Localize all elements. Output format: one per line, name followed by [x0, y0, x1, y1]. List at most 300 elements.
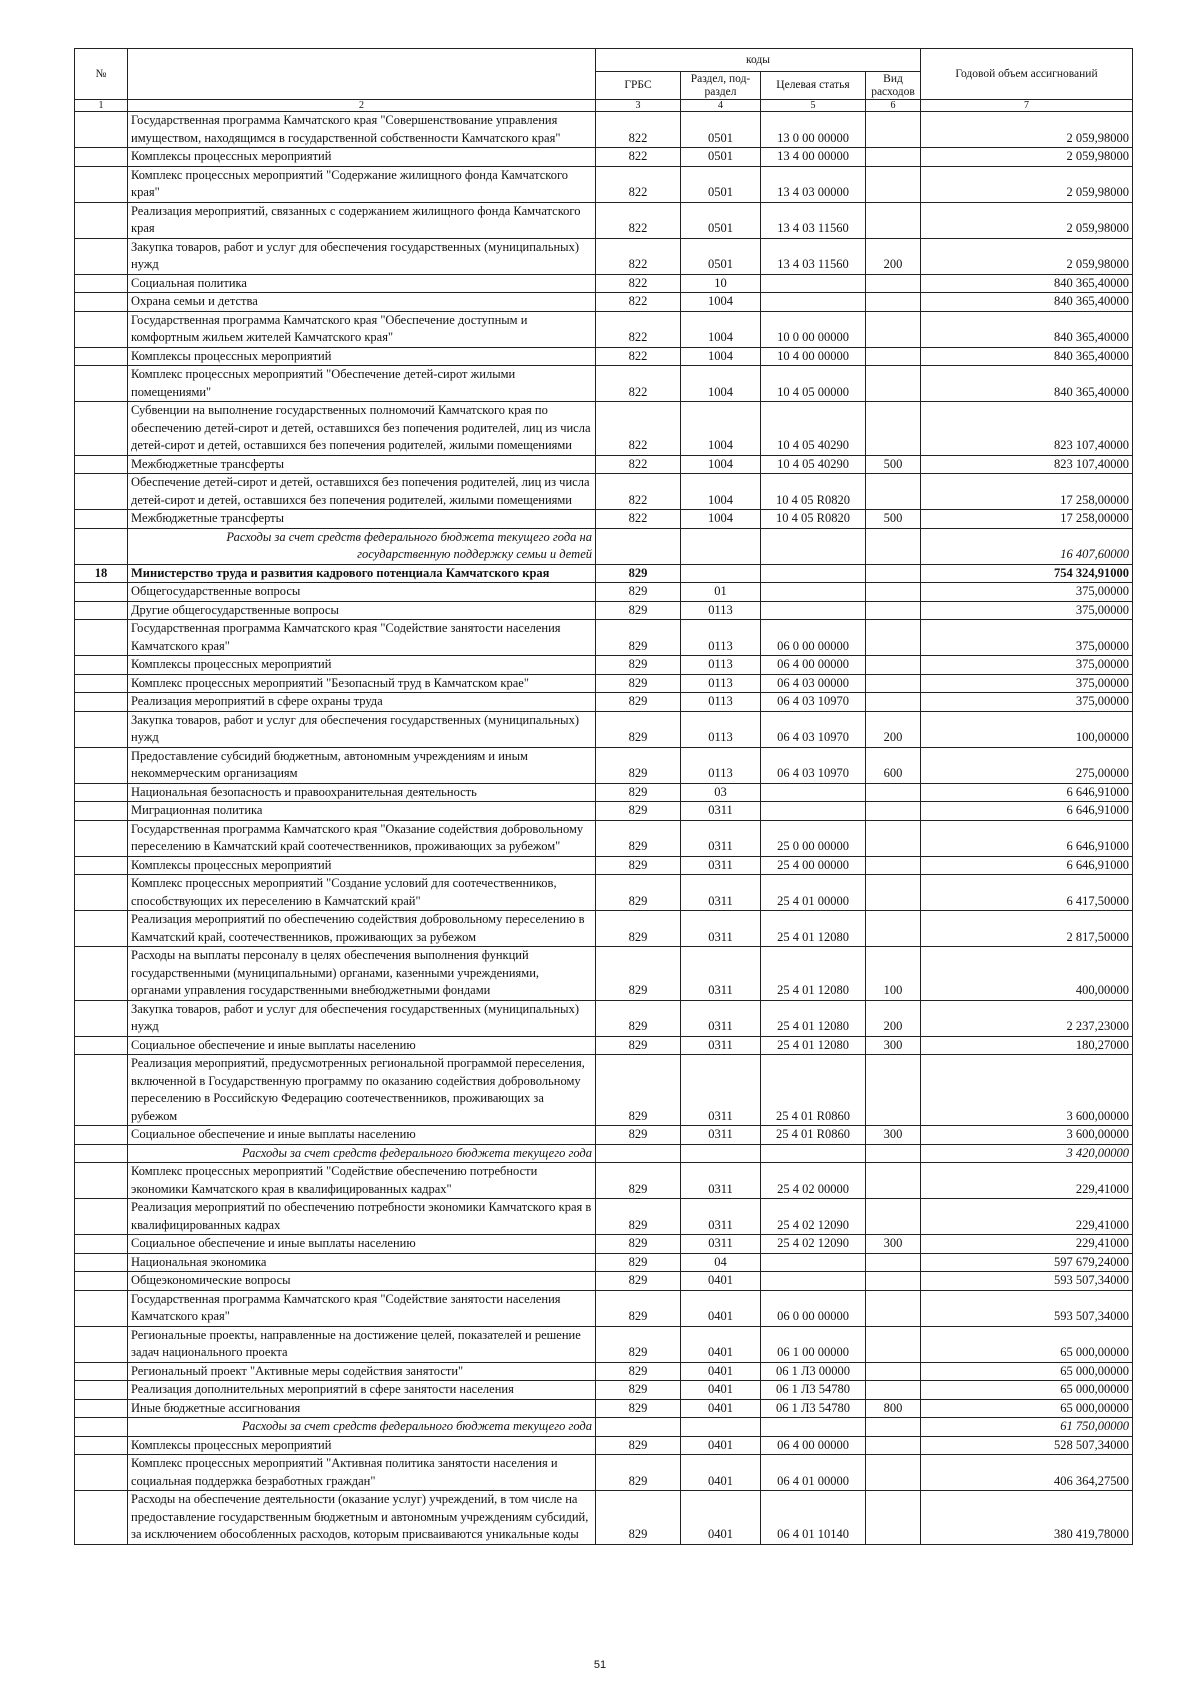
- row-amount: 375,00000: [921, 656, 1133, 675]
- row-number: [75, 1418, 128, 1437]
- row-amount: 375,00000: [921, 583, 1133, 602]
- row-amount: 180,27000: [921, 1036, 1133, 1055]
- row-grbs: 829: [596, 1290, 681, 1326]
- table-row: [75, 311, 1133, 347]
- row-number: [75, 1326, 128, 1362]
- row-expense-type: [866, 783, 921, 802]
- row-number: [75, 1253, 128, 1272]
- row-amount: 375,00000: [921, 693, 1133, 712]
- row-section: 0113: [681, 656, 761, 675]
- row-section: 1004: [681, 366, 761, 402]
- row-expense-type: [866, 875, 921, 911]
- row-name: Расходы за счет средств федерального бюджета текущего года: [128, 1144, 596, 1163]
- row-grbs: 829: [596, 911, 681, 947]
- row-amount: 6 646,91000: [921, 783, 1133, 802]
- row-number: [75, 656, 128, 675]
- table-row: [75, 947, 1133, 1001]
- table-row: [75, 911, 1133, 947]
- row-number: [75, 202, 128, 238]
- row-number: [75, 1381, 128, 1400]
- col-number: 6: [866, 100, 921, 112]
- table-row: [75, 1199, 1133, 1235]
- table-row: [75, 274, 1133, 293]
- row-number: [75, 1199, 128, 1235]
- row-expense-type: [866, 202, 921, 238]
- table-row: [75, 747, 1133, 783]
- table-row: [75, 1036, 1133, 1055]
- row-grbs: 829: [596, 1235, 681, 1254]
- row-number: [75, 1036, 128, 1055]
- col-number: 5: [761, 100, 866, 112]
- row-name: Расходы на обеспечение деятельности (оказание услуг) учреждений, в том числе на предоставление государственным бюджетным и автономным учреждениям субсидий, за исключением обособленных расходов, которым присваиваются уникальные коды: [128, 1491, 596, 1545]
- row-section: [681, 1418, 761, 1437]
- row-target: [761, 1253, 866, 1272]
- row-expense-type: [866, 601, 921, 620]
- row-number: [75, 947, 128, 1001]
- row-name: Другие общегосударственные вопросы: [128, 601, 596, 620]
- row-target: [761, 783, 866, 802]
- row-section: 0311: [681, 1199, 761, 1235]
- row-grbs: 829: [596, 1055, 681, 1126]
- row-expense-type: [866, 311, 921, 347]
- row-name: Комплекс процессных мероприятий "Содействие обеспечению потребности экономики Камчатского края в квалифицированных кадрах": [128, 1163, 596, 1199]
- row-grbs: 829: [596, 1326, 681, 1362]
- row-expense-type: 300: [866, 1036, 921, 1055]
- row-expense-type: [866, 1455, 921, 1491]
- row-target: [761, 274, 866, 293]
- table-row: [75, 1144, 1133, 1163]
- row-grbs: 829: [596, 1126, 681, 1145]
- row-number: [75, 274, 128, 293]
- table-row: [75, 1326, 1133, 1362]
- row-name: Закупка товаров, работ и услуг для обеспечения государственных (муниципальных) нужд: [128, 1000, 596, 1036]
- row-number: [75, 583, 128, 602]
- row-grbs: 829: [596, 583, 681, 602]
- row-expense-type: [866, 166, 921, 202]
- row-section: 1004: [681, 455, 761, 474]
- row-section: [681, 564, 761, 583]
- table-body: [75, 112, 1133, 1545]
- header-codes: коды: [596, 49, 921, 72]
- row-number: [75, 711, 128, 747]
- row-name: Расходы на выплаты персоналу в целях обеспечения выполнения функций государственными (муниципальными) органами, казенными учреждениями, органами управления государственными внебюджетными фондами: [128, 947, 596, 1001]
- table-row: [75, 820, 1133, 856]
- table-row: [75, 166, 1133, 202]
- row-target: 25 4 02 00000: [761, 1163, 866, 1199]
- row-name: Комплекс процессных мероприятий "Содержание жилищного фонда Камчатского края": [128, 166, 596, 202]
- row-target: 25 4 00 00000: [761, 856, 866, 875]
- row-amount: 380 419,78000: [921, 1491, 1133, 1545]
- row-amount: 375,00000: [921, 674, 1133, 693]
- row-section: 0501: [681, 202, 761, 238]
- row-grbs: 829: [596, 1399, 681, 1418]
- row-name: Комплексы процессных мероприятий: [128, 1436, 596, 1455]
- row-expense-type: [866, 347, 921, 366]
- table-row: [75, 455, 1133, 474]
- row-target: 06 0 00 00000: [761, 620, 866, 656]
- row-target: 13 0 00 00000: [761, 112, 866, 148]
- row-grbs: 822: [596, 202, 681, 238]
- page-number: 51: [593, 1659, 607, 1671]
- row-section: 1004: [681, 293, 761, 312]
- row-section: 0113: [681, 620, 761, 656]
- row-section: 0401: [681, 1491, 761, 1545]
- row-grbs: 829: [596, 783, 681, 802]
- table-row: [75, 528, 1133, 564]
- row-name: Министерство труда и развития кадрового потенциала Камчатского края: [128, 564, 596, 583]
- row-amount: 2 059,98000: [921, 112, 1133, 148]
- row-number: [75, 1362, 128, 1381]
- row-section: [681, 1144, 761, 1163]
- row-expense-type: 200: [866, 711, 921, 747]
- row-name: Государственная программа Камчатского края "Совершенствование управления имуществом, находящимся в государственной собственности Камчатского края": [128, 112, 596, 148]
- row-target: 06 4 03 10970: [761, 747, 866, 783]
- row-amount: 65 000,00000: [921, 1362, 1133, 1381]
- row-expense-type: [866, 1381, 921, 1400]
- row-name: Комплекс процессных мероприятий "Активная политика занятости населения и социальная поддержка безработных граждан": [128, 1455, 596, 1491]
- budget-table: [74, 48, 1133, 1545]
- row-section: 0311: [681, 802, 761, 821]
- table-row: [75, 1436, 1133, 1455]
- row-section: 0311: [681, 820, 761, 856]
- row-expense-type: [866, 1326, 921, 1362]
- row-amount: 593 507,34000: [921, 1272, 1133, 1291]
- row-grbs: 829: [596, 820, 681, 856]
- row-number: [75, 474, 128, 510]
- table-row: [75, 1362, 1133, 1381]
- row-grbs: 829: [596, 1163, 681, 1199]
- table-row: [75, 1000, 1133, 1036]
- row-amount: 6 646,91000: [921, 856, 1133, 875]
- row-target: 06 4 01 00000: [761, 1455, 866, 1491]
- row-grbs: 829: [596, 1199, 681, 1235]
- col-number: 1: [75, 100, 128, 112]
- row-target: [761, 564, 866, 583]
- row-name: Комплексы процессных мероприятий: [128, 347, 596, 366]
- row-expense-type: [866, 1163, 921, 1199]
- row-section: 1004: [681, 402, 761, 456]
- row-section: 1004: [681, 311, 761, 347]
- table-row: [75, 1455, 1133, 1491]
- row-amount: 3 600,00000: [921, 1126, 1133, 1145]
- row-grbs: 822: [596, 148, 681, 167]
- row-expense-type: [866, 1362, 921, 1381]
- row-target: [761, 528, 866, 564]
- row-name: Реализация мероприятий по обеспечению содействия добровольному переселению в Камчатский край, соотечественников, проживающих за рубежом: [128, 911, 596, 947]
- row-number: [75, 402, 128, 456]
- row-target: 13 4 03 00000: [761, 166, 866, 202]
- row-target: 13 4 00 00000: [761, 148, 866, 167]
- table-row: [75, 656, 1133, 675]
- row-grbs: 829: [596, 656, 681, 675]
- row-number: [75, 875, 128, 911]
- row-expense-type: [866, 366, 921, 402]
- row-grbs: 822: [596, 166, 681, 202]
- row-expense-type: [866, 1272, 921, 1291]
- row-number: [75, 1055, 128, 1126]
- table-row: [75, 1399, 1133, 1418]
- table-row: [75, 1253, 1133, 1272]
- row-amount: 65 000,00000: [921, 1399, 1133, 1418]
- table-row: [75, 293, 1133, 312]
- table-row: [75, 856, 1133, 875]
- row-expense-type: 500: [866, 510, 921, 529]
- row-section: 0401: [681, 1381, 761, 1400]
- row-grbs: 822: [596, 366, 681, 402]
- row-grbs: 822: [596, 311, 681, 347]
- row-section: 0311: [681, 1000, 761, 1036]
- row-target: 06 1 Л3 54780: [761, 1381, 866, 1400]
- row-expense-type: [866, 911, 921, 947]
- row-name: Социальное обеспечение и иные выплаты населению: [128, 1126, 596, 1145]
- row-name: Государственная программа Камчатского края "Содействие занятости населения Камчатского края": [128, 620, 596, 656]
- row-expense-type: [866, 274, 921, 293]
- table-row: [75, 783, 1133, 802]
- row-section: 0311: [681, 856, 761, 875]
- row-number: [75, 347, 128, 366]
- row-number: [75, 510, 128, 529]
- row-amount: 400,00000: [921, 947, 1133, 1001]
- row-grbs: 829: [596, 1362, 681, 1381]
- row-grbs: 822: [596, 347, 681, 366]
- row-grbs: 822: [596, 112, 681, 148]
- row-number: [75, 1455, 128, 1491]
- row-grbs: 822: [596, 510, 681, 529]
- row-name: Социальная политика: [128, 274, 596, 293]
- table-row: [75, 366, 1133, 402]
- row-amount: 375,00000: [921, 620, 1133, 656]
- row-expense-type: 300: [866, 1235, 921, 1254]
- row-grbs: 829: [596, 747, 681, 783]
- row-number: [75, 911, 128, 947]
- row-target: 06 0 00 00000: [761, 1290, 866, 1326]
- row-expense-type: 500: [866, 455, 921, 474]
- row-grbs: 822: [596, 274, 681, 293]
- row-expense-type: [866, 564, 921, 583]
- row-expense-type: 300: [866, 1126, 921, 1145]
- row-amount: 17 258,00000: [921, 510, 1133, 529]
- row-number: [75, 1126, 128, 1145]
- row-amount: 275,00000: [921, 747, 1133, 783]
- row-expense-type: 800: [866, 1399, 921, 1418]
- row-section: 0311: [681, 1055, 761, 1126]
- table-row: [75, 347, 1133, 366]
- row-amount: 16 407,60000: [921, 528, 1133, 564]
- row-number: [75, 693, 128, 712]
- row-section: 0113: [681, 711, 761, 747]
- row-number: [75, 1272, 128, 1291]
- row-expense-type: [866, 148, 921, 167]
- row-expense-type: [866, 1436, 921, 1455]
- row-grbs: 829: [596, 711, 681, 747]
- row-name: Комплексы процессных мероприятий: [128, 148, 596, 167]
- row-target: 06 1 Л3 54780: [761, 1399, 866, 1418]
- row-name: Региональный проект "Активные меры содействия занятости": [128, 1362, 596, 1381]
- row-target: 25 4 01 12080: [761, 947, 866, 1001]
- header-grbs: ГРБС: [596, 72, 681, 100]
- row-target: 10 4 05 R0820: [761, 474, 866, 510]
- row-grbs: 829: [596, 1272, 681, 1291]
- row-number: [75, 366, 128, 402]
- row-section: 0311: [681, 911, 761, 947]
- row-name: Комплексы процессных мероприятий: [128, 856, 596, 875]
- row-grbs: 829: [596, 564, 681, 583]
- row-section: 0113: [681, 601, 761, 620]
- row-target: [761, 1418, 866, 1437]
- row-target: 06 4 00 00000: [761, 1436, 866, 1455]
- row-expense-type: [866, 1491, 921, 1545]
- row-target: 06 4 00 00000: [761, 656, 866, 675]
- row-amount: 375,00000: [921, 601, 1133, 620]
- row-target: 10 4 05 40290: [761, 402, 866, 456]
- row-grbs: 829: [596, 1381, 681, 1400]
- row-name: Национальная экономика: [128, 1253, 596, 1272]
- row-section: 0401: [681, 1455, 761, 1491]
- row-section: 0311: [681, 947, 761, 1001]
- table-row: [75, 1381, 1133, 1400]
- row-grbs: 829: [596, 1436, 681, 1455]
- row-target: 25 4 01 R0860: [761, 1126, 866, 1145]
- row-expense-type: [866, 674, 921, 693]
- row-section: 1004: [681, 474, 761, 510]
- table-row: [75, 1290, 1133, 1326]
- row-name: Закупка товаров, работ и услуг для обеспечения государственных (муниципальных) нужд: [128, 238, 596, 274]
- table-row: [75, 1491, 1133, 1545]
- row-name: Региональные проекты, направленные на достижение целей, показателей и решение задач национального проекта: [128, 1326, 596, 1362]
- row-expense-type: [866, 474, 921, 510]
- row-name: Закупка товаров, работ и услуг для обеспечения государственных (муниципальных) нужд: [128, 711, 596, 747]
- row-number: [75, 747, 128, 783]
- row-target: [761, 293, 866, 312]
- row-target: 25 4 01 12080: [761, 1000, 866, 1036]
- header-annual: Годовой объем ассигнований: [921, 49, 1133, 100]
- table-row: [75, 583, 1133, 602]
- row-number: [75, 820, 128, 856]
- row-amount: 2 817,50000: [921, 911, 1133, 947]
- table-row: [75, 674, 1133, 693]
- row-target: [761, 802, 866, 821]
- row-target: [761, 1144, 866, 1163]
- row-section: 01: [681, 583, 761, 602]
- row-expense-type: [866, 1418, 921, 1437]
- table-row: [75, 601, 1133, 620]
- row-expense-type: [866, 402, 921, 456]
- row-number: [75, 293, 128, 312]
- row-amount: 840 365,40000: [921, 293, 1133, 312]
- row-number: [75, 112, 128, 148]
- table-row: [75, 510, 1133, 529]
- row-number: [75, 802, 128, 821]
- row-target: 13 4 03 11560: [761, 202, 866, 238]
- row-expense-type: [866, 656, 921, 675]
- table-row: [75, 202, 1133, 238]
- row-amount: 61 750,00000: [921, 1418, 1133, 1437]
- row-amount: 3 600,00000: [921, 1055, 1133, 1126]
- row-number: [75, 1235, 128, 1254]
- table-row: [75, 564, 1133, 583]
- row-grbs: 829: [596, 601, 681, 620]
- row-target: 10 4 00 00000: [761, 347, 866, 366]
- row-number: [75, 1399, 128, 1418]
- row-expense-type: [866, 693, 921, 712]
- row-target: 25 4 02 12090: [761, 1235, 866, 1254]
- row-expense-type: [866, 820, 921, 856]
- table-row: [75, 1055, 1133, 1126]
- row-grbs: 829: [596, 856, 681, 875]
- row-section: 0311: [681, 1126, 761, 1145]
- row-number: [75, 1163, 128, 1199]
- row-section: 04: [681, 1253, 761, 1272]
- row-target: 25 4 01 00000: [761, 875, 866, 911]
- row-expense-type: 600: [866, 747, 921, 783]
- table-row: [75, 1163, 1133, 1199]
- row-grbs: 829: [596, 1000, 681, 1036]
- row-target: 10 0 00 00000: [761, 311, 866, 347]
- row-amount: 2 059,98000: [921, 238, 1133, 274]
- row-expense-type: 100: [866, 947, 921, 1001]
- row-section: 0401: [681, 1272, 761, 1291]
- row-target: 10 4 05 R0820: [761, 510, 866, 529]
- row-amount: 840 365,40000: [921, 274, 1133, 293]
- row-name: Национальная безопасность и правоохранительная деятельность: [128, 783, 596, 802]
- row-name: Охрана семьи и детства: [128, 293, 596, 312]
- row-section: 0401: [681, 1290, 761, 1326]
- row-number: [75, 1000, 128, 1036]
- row-number: [75, 1436, 128, 1455]
- row-section: 0501: [681, 112, 761, 148]
- row-amount: 823 107,40000: [921, 455, 1133, 474]
- row-section: 1004: [681, 347, 761, 366]
- row-name: Обеспечение детей-сирот и детей, оставшихся без попечения родителей, лиц из числа детей-сирот и детей, оставшихся без попечения родителей, жилыми помещениями: [128, 474, 596, 510]
- row-target: 25 0 00 00000: [761, 820, 866, 856]
- header-expense-type: Вид расходов: [866, 72, 921, 100]
- row-target: 25 4 01 R0860: [761, 1055, 866, 1126]
- row-expense-type: [866, 1144, 921, 1163]
- row-name: Расходы за счет средств федерального бюджета текущего года на государственную поддержку семьи и детей: [128, 528, 596, 564]
- table-row: [75, 620, 1133, 656]
- table-row: [75, 802, 1133, 821]
- row-grbs: [596, 1144, 681, 1163]
- row-amount: 100,00000: [921, 711, 1133, 747]
- row-number: [75, 674, 128, 693]
- row-grbs: 829: [596, 875, 681, 911]
- row-number: [75, 1144, 128, 1163]
- header-target: Целевая статья: [761, 72, 866, 100]
- row-section: 0401: [681, 1326, 761, 1362]
- row-section: 0501: [681, 238, 761, 274]
- row-number: [75, 455, 128, 474]
- row-expense-type: 200: [866, 238, 921, 274]
- row-name: Реализация мероприятий в сфере охраны труда: [128, 693, 596, 712]
- row-target: 25 4 01 12080: [761, 911, 866, 947]
- row-name: Комплексы процессных мероприятий: [128, 656, 596, 675]
- row-grbs: 829: [596, 620, 681, 656]
- row-grbs: 822: [596, 474, 681, 510]
- row-name: Реализация дополнительных мероприятий в сфере занятости населения: [128, 1381, 596, 1400]
- row-amount: 597 679,24000: [921, 1253, 1133, 1272]
- table-row: [75, 112, 1133, 148]
- row-amount: 2 059,98000: [921, 148, 1133, 167]
- row-target: 10 4 05 00000: [761, 366, 866, 402]
- row-section: [681, 528, 761, 564]
- row-target: 13 4 03 11560: [761, 238, 866, 274]
- row-name: Социальное обеспечение и иные выплаты населению: [128, 1235, 596, 1254]
- row-target: 06 1 Л3 00000: [761, 1362, 866, 1381]
- row-section: 0113: [681, 693, 761, 712]
- row-name: Реализация мероприятий по обеспечению потребности экономики Камчатского края в квалифицированных кадрах: [128, 1199, 596, 1235]
- row-amount: 65 000,00000: [921, 1326, 1133, 1362]
- row-section: 0311: [681, 1163, 761, 1199]
